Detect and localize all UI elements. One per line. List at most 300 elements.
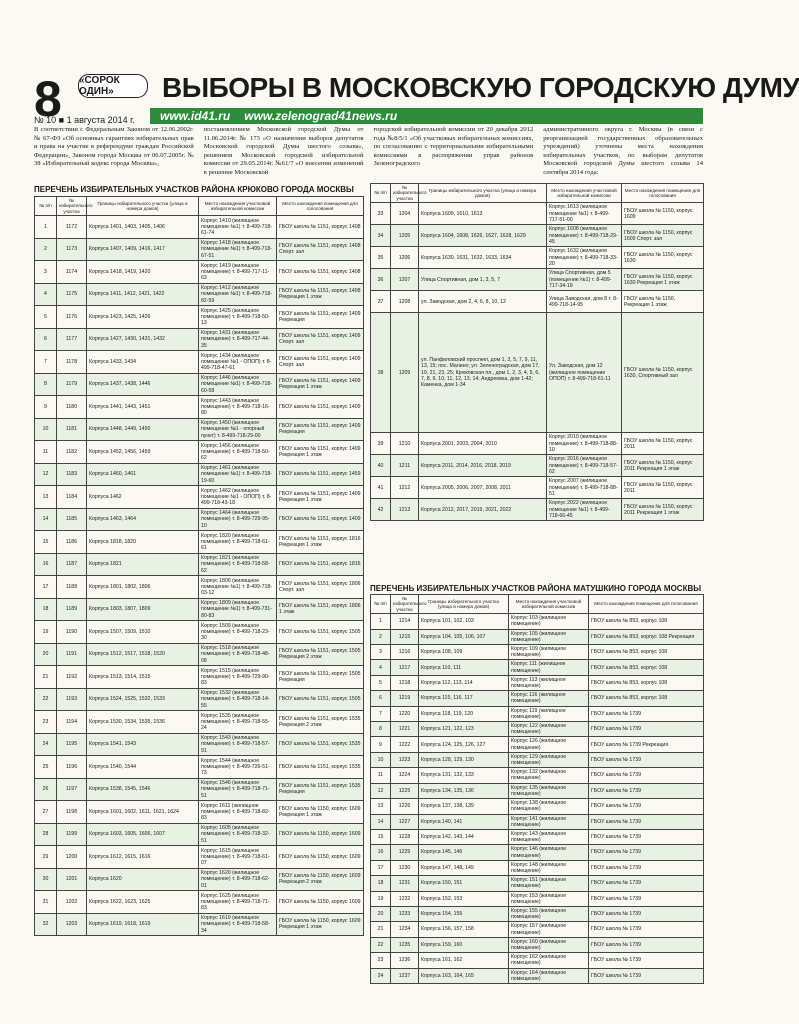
table-cell: Корпус 122 (жилищное помещение)	[509, 722, 589, 737]
table-cell: 23	[371, 953, 391, 968]
table-cell: ГБОУ школа № 1150, корпус 1609	[622, 203, 704, 225]
table-cell: ГБОУ школа № 853, корпус 108	[589, 691, 704, 706]
intro-text	[34, 126, 703, 178]
table-row	[371, 783, 704, 798]
table-cell: ГБОУ школа № 1739 Рекреация	[589, 737, 704, 752]
table-row	[371, 291, 704, 313]
table-row	[35, 576, 364, 599]
site-banner	[150, 108, 703, 124]
table-cell: Корпус 141 (жилищное помещение)	[509, 814, 589, 829]
table-cell: Корпуса 1441, 1443, 1451	[87, 396, 199, 419]
table-cell: ГБОУ школа № 1739	[589, 845, 704, 860]
table-cell: 9	[35, 396, 57, 419]
table-cell: ГБОУ школа № 853, корпус 108	[589, 614, 704, 629]
table-cell: 1211	[391, 455, 419, 477]
table-cell: Корпус 116 (жилищное помещение)	[509, 691, 589, 706]
table-cell: Корпуса 131, 132, 133	[419, 768, 509, 783]
table-cell: 36	[371, 269, 391, 291]
table-cell: Корпуса 121, 122, 123	[419, 722, 509, 737]
table-cell: 1197	[57, 778, 87, 801]
table-cell: Корпуса 1604, 1608, 1626, 1627, 1628, 1629	[419, 225, 547, 247]
table-cell: 17	[35, 576, 57, 599]
table-cell: ГБОУ школа № 853, корпус 108	[589, 675, 704, 690]
intro-col-1: В соответствии с Федеральным Законом от 12.06.2002г. № 67-ФЗ «Об основных гарантиях избирательных прав и права на участие в референдуме граждан Российской Федерации», Законом города Москвы от 06.07.2005г. № 38 «Избирательный кодекс города Москвы»,	[34, 126, 194, 168]
table-row	[35, 328, 364, 351]
table-cell: 1221	[391, 722, 419, 737]
table-cell: Корпуса 118, 119, 120	[419, 706, 509, 721]
table-cell: 1189	[57, 598, 87, 621]
table-cell: 1203	[57, 913, 87, 936]
table-row	[371, 891, 704, 906]
table-row	[35, 373, 364, 396]
table-cell: Корпус 157 (жилищное помещение)	[509, 922, 589, 937]
table-cell: ГБОУ школа № 1150, Рекреация 1 этаж	[622, 291, 704, 313]
table-cell: Корпус 1543 (жилищное помещение) т. 8-499-718-57-91	[199, 733, 277, 756]
table-cell: Корпуса 1401, 1403, 1405, 1406	[87, 216, 199, 239]
newspaper-logo: «СОРОК ОДИН»	[78, 74, 148, 98]
table-cell: ГБОУ школа № 1151, корпус 1535	[277, 733, 364, 756]
table-row	[371, 614, 704, 629]
table-cell: Корпус 105 (жилищное помещение)	[509, 629, 589, 644]
col-header-precinct: № избирательного участка	[391, 184, 419, 203]
table-cell: Корпус 1425 (жилищное помещение) т. 8-499-718-50-13	[199, 306, 277, 329]
table-row	[35, 418, 364, 441]
table-cell: 35	[371, 247, 391, 269]
table-cell: Корпуса 1622, 1623, 1625	[87, 891, 199, 914]
table-cell: 11	[371, 768, 391, 783]
table-cell: ГБОУ школа № 1151, корпус 1505 Рекреация 2 этаж	[277, 643, 364, 666]
kryukovo-table	[34, 196, 364, 936]
table-cell: Корпус 119 (жилищное помещение)	[509, 706, 589, 721]
table-row	[371, 799, 704, 814]
table-cell: Корпуса 1612, 1615, 1616	[87, 846, 199, 869]
table-cell: 1215	[391, 629, 419, 644]
table-cell: Корпус 1418 (жилищное помещение №1) т. 8-499-718-67-51	[199, 238, 277, 261]
table-cell: ГБОУ школа № 1151, корпус 1408 Рекреация 1 этаж	[277, 283, 364, 306]
table-cell: ГБОУ школа № 1739	[589, 922, 704, 937]
table-cell: ГБОУ школа № 1151, корпус 1806 1 этаж	[277, 598, 364, 621]
table-cell: 28	[35, 823, 57, 846]
table-row	[371, 203, 704, 225]
table-cell: ГБОУ школа № 1151, корпус 1505	[277, 688, 364, 711]
table-row	[35, 666, 364, 689]
table-row	[371, 814, 704, 829]
table-cell: 1202	[57, 891, 87, 914]
table-cell: ГБОУ школа № 1151, корпус 1408	[277, 261, 364, 284]
table-cell: 1236	[391, 953, 419, 968]
table-cell: 1213	[391, 499, 419, 521]
table-cell: 1207	[391, 269, 419, 291]
table-cell: Корпуса 1418, 1419, 1420	[87, 261, 199, 284]
table-row	[371, 455, 704, 477]
site-link-1[interactable]: www.id41.ru	[160, 109, 231, 123]
table-cell: Корпуса 110, 111	[419, 660, 509, 675]
table-cell: Корпуса 1463, 1464	[87, 508, 199, 531]
table-cell: Корпус 1434 (жилищное помещение №1 - ОПОП) т. 8-499-718-47-61	[199, 351, 277, 374]
table-cell: ГБОУ школа № 1739	[589, 706, 704, 721]
table-cell: ГБОУ школа № 1151, корпус 1806 Спорт. зал	[277, 576, 364, 599]
table-cell: 1183	[57, 463, 87, 486]
table-cell: 1181	[57, 418, 87, 441]
table-cell: ГБОУ школа № 1151, корпус 1408 Спорт. зал	[277, 238, 364, 261]
col-header-bounds: Границы избирательного участка (улица и номера домов)	[419, 595, 509, 614]
table-row	[35, 283, 364, 306]
table-cell: Корпуса 1818, 1820	[87, 531, 199, 554]
table-row	[35, 216, 364, 239]
table-cell: ГБОУ школа № 1151, корпус 1535	[277, 756, 364, 779]
table-cell: Корпуса 1801, 1802, 1806	[87, 576, 199, 599]
table-row	[371, 706, 704, 721]
table-cell: 27	[35, 801, 57, 824]
col-header-num: № п/п	[35, 197, 57, 216]
table-cell: 1194	[57, 711, 87, 734]
table-cell: ГБОУ школа № 1151, корпус 1505 Рекреация	[277, 666, 364, 689]
table-cell: ГБОУ школа № 1151, корпус 1409 Рекреация 1 этаж	[277, 373, 364, 396]
table-row	[35, 711, 364, 734]
table-cell: Корпус 2016 (жилищное помещение) т. 8-499-718-57-62	[547, 455, 622, 477]
table-cell: 1176	[57, 306, 87, 329]
table-cell: Корпуса 1460, 1461	[87, 463, 199, 486]
table-cell: ГБОУ школа № 1151, корпус 1409 Рекреация 1 этаж	[277, 486, 364, 509]
table-cell: Корпус 151 (жилищное помещение)	[509, 876, 589, 891]
table-cell: 1177	[57, 328, 87, 351]
table-cell: 1175	[57, 283, 87, 306]
table-cell: 20	[35, 643, 57, 666]
table-cell: 1204	[391, 203, 419, 225]
table-row	[35, 733, 364, 756]
table-cell: ГБОУ школа № 1739	[589, 906, 704, 921]
table-cell: 11	[35, 441, 57, 464]
table-cell: Корпуса 140, 141	[419, 814, 509, 829]
table-row	[371, 860, 704, 875]
table-cell: Корпус 1461 (жилищное помещение №1) т. 8-499-718-19-60	[199, 463, 277, 486]
table-cell: ГБОУ школа № 853, корпус 108	[589, 645, 704, 660]
table-row	[35, 553, 364, 576]
table-cell: 23	[35, 711, 57, 734]
table-cell: ГБОУ школа № 1151, корпус 1409 Рекреация 1 этаж	[277, 441, 364, 464]
table-cell: Корпус 1515 (жилищное помещение) т. 8-499-729-90-83	[199, 666, 277, 689]
table-cell: Корпуса 1538, 1545, 1546	[87, 778, 199, 801]
table-cell: 39	[371, 433, 391, 455]
table-cell: ГБОУ школа № 1739	[589, 752, 704, 767]
table-row	[371, 953, 704, 968]
table-cell: Корпус 2007 (жилищное помещение) т. 8-499-718-88-51	[547, 477, 622, 499]
table-cell: 17	[371, 860, 391, 875]
table-cell: ГБОУ школа № 1739	[589, 768, 704, 783]
table-cell: 10	[35, 418, 57, 441]
matushkino-section-title: ПЕРЕЧЕНЬ ИЗБИРАТЕЛЬНЫХ УЧАСТКОВ РАЙОНА МАТУШКИНО ГОРОДА МОСКВЫ	[370, 584, 702, 593]
col-header-voting-place: Место нахождения помещения для голосования	[589, 595, 704, 614]
table-cell: Корпус 1456 (жилищное помещение) т. 8-499-718-50-62	[199, 441, 277, 464]
table-cell: 24	[371, 968, 391, 983]
table-row	[371, 477, 704, 499]
table-cell: Корпус 1412 (жилищное помещение №1) т. 8-499-718-82-59	[199, 283, 277, 306]
table-row	[35, 531, 364, 554]
table-cell: 29	[35, 846, 57, 869]
table-cell: Корпус 153 (жилищное помещение)	[509, 891, 589, 906]
table-cell: 40	[371, 455, 391, 477]
table-cell: Корпус 1625 (жилищное помещение) т. 8-499-718-71-83	[199, 891, 277, 914]
table-cell: ГБОУ школа № 1150, корпус 1609 Рекреация 1 этаж	[277, 801, 364, 824]
table-cell: 1212	[391, 477, 419, 499]
table-cell: ГБОУ школа № 1151, корпус 1816 Рекреация 1 этаж	[277, 531, 364, 554]
table-cell: Корпуса 1411, 1412, 1421, 1422	[87, 283, 199, 306]
table-cell: 1190	[57, 621, 87, 644]
table-cell: Корпуса 1540, 1544	[87, 756, 199, 779]
table-cell: ул. Панфиловский проспект, дом 1, 3, 5, 7, 9, 11, 13, 15; пос. Малино; ул. Зеленоградская, дом 17, 19, 21, 23, 25; Крюковская пл., дом 1, 2, 3, 4, 5, 6, 7, 8, 9, 10, 11, 12, 13, 14; Андреевка, дом 1-42; Каменка, дом 1-34	[419, 313, 547, 433]
table-row	[371, 845, 704, 860]
table-cell: 38	[371, 313, 391, 433]
table-row	[35, 621, 364, 644]
table-cell: Корпус 1518 (жилищное помещение) т. 8-499-718-48-08	[199, 643, 277, 666]
table-cell: Корпуса 104, 105, 106, 107	[419, 629, 509, 644]
table-cell: 26	[35, 778, 57, 801]
table-cell: ГБОУ школа № 1150, корпус 2011	[622, 477, 704, 499]
table-cell: Корпус 103 (жилищное помещение)	[509, 614, 589, 629]
table-cell: 10	[371, 752, 391, 767]
table-cell: Корпуса 159, 160	[419, 937, 509, 952]
table-cell: Корпуса 1530, 1534, 1535, 1536	[87, 711, 199, 734]
table-cell: Корпус 129 (жилищное помещение)	[509, 752, 589, 767]
table-cell: Корпуса 154, 155	[419, 906, 509, 921]
table-cell: 21	[371, 922, 391, 937]
table-row	[371, 660, 704, 675]
table-row	[371, 313, 704, 433]
table-cell: ул. Заводская, дом 2, 4, 6, 8, 10, 12	[419, 291, 547, 313]
table-cell: 1209	[391, 313, 419, 433]
table-cell: 19	[371, 891, 391, 906]
table-cell: Корпуса 2005, 2006, 2007, 2008, 2011	[419, 477, 547, 499]
table-cell: ГБОУ школа № 1150, корпус 1609	[277, 846, 364, 869]
table-cell: Корпуса 163, 164, 165	[419, 968, 509, 983]
table-cell: Корпуса 1507, 1509, 1510	[87, 621, 199, 644]
table-cell: 1210	[391, 433, 419, 455]
table-cell: 30	[35, 868, 57, 891]
table-cell: Корпус 113 (жилищное помещение)	[509, 675, 589, 690]
table-cell: 1186	[57, 531, 87, 554]
intro-col-2: постановлением Московской городской Думы от 11.06.2014г. № 173 «О назначении выборов депутатов Московской городской Думы шестого созыва», решением Московской городской избирательной комиссии от 29.05.2014г. №61/7 «О внесении изменений в решение Московской	[203, 126, 364, 176]
table-cell: ГБОУ школа № 853, корпус 108 Рекреация	[589, 629, 704, 644]
table-cell: Улица Спортивная, дом 1, 3, 5, 7	[419, 269, 547, 291]
table-cell: Корпуса 108, 109	[419, 645, 509, 660]
table-cell: 15	[35, 531, 57, 554]
table-cell: 21	[35, 666, 57, 689]
table-cell: ГБОУ школа № 1150, корпус 1630	[622, 247, 704, 269]
intro-col-3: городской избирательной комиссии от 20 декабря 2012 года №8/5/1 «Об участковых избирательных комиссиях, по согласованию с территориальными избирательными комиссиями в распоряжении управ районов Зеленоградского	[373, 126, 534, 168]
table-cell: 8	[35, 373, 57, 396]
table-row	[35, 823, 364, 846]
table-row	[35, 868, 364, 891]
table-cell: 16	[35, 553, 57, 576]
table-cell: ГБОУ школа № 1151, корпус 1409 Спорт. зал	[277, 328, 364, 351]
table-cell: Корпус 111 (жилищное помещение)	[509, 660, 589, 675]
table-cell: Корпуса 112, 113, 114	[419, 675, 509, 690]
table-cell: ГБОУ школа № 1151, корпус 1409 Рекреация	[277, 418, 364, 441]
table-cell: 31	[35, 891, 57, 914]
table-cell: Корпуса 115, 116, 117	[419, 691, 509, 706]
table-cell: Корпус 1535 (жилищное помещение) т. 8-499-718-55-24	[199, 711, 277, 734]
table-cell: 1174	[57, 261, 87, 284]
table-cell: Корпус 1619 (жилищное помещение) т. 8-499-718-58-34	[199, 913, 277, 936]
table-cell: Корпуса 1630, 1631, 1632, 1633, 1634	[419, 247, 547, 269]
table-cell: 1235	[391, 937, 419, 952]
table-cell: Корпус 1632 (жилищное помещение) т. 8-499-718-33-20	[547, 247, 622, 269]
table-cell: Корпус 146 (жилищное помещение)	[509, 845, 589, 860]
col-header-bounds: Границы избирательного участка (улица и номера домов)	[87, 197, 199, 216]
table-row	[35, 598, 364, 621]
table-row	[371, 829, 704, 844]
table-cell: 33	[371, 203, 391, 225]
table-cell: Корпус 1820 (жилищное помещение) т. 8-499-718-61-61	[199, 531, 277, 554]
table-cell: Корпус 1450 (жилищное помещение №1 - опорный пункт) т. 8-499-718-29-00	[199, 418, 277, 441]
table-cell: Корпуса 1437, 1438, 1446	[87, 373, 199, 396]
table-cell: ГБОУ школа № 1151, корпус 1409 Спорт. зал	[277, 351, 364, 374]
table-row	[371, 225, 704, 247]
table-cell: 18	[35, 598, 57, 621]
table-row	[35, 306, 364, 329]
table-cell: 1224	[391, 768, 419, 783]
table-row	[35, 238, 364, 261]
table-row	[371, 675, 704, 690]
table-cell: 1223	[391, 752, 419, 767]
table-cell: ГБОУ школа № 1151, корпус 1409 Рекреация	[277, 306, 364, 329]
table-cell: Корпус 162 (жилищное помещение)	[509, 953, 589, 968]
table-cell: Корпуса 152, 153	[419, 891, 509, 906]
table-cell: 1230	[391, 860, 419, 875]
table-cell: Корпуса 137, 138, 139	[419, 799, 509, 814]
table-cell: Корпус 1620 (жилищное помещение) т. 8-499-718-62-01	[199, 868, 277, 891]
table-cell: 1	[35, 216, 57, 239]
table-cell: ГБОУ школа № 1151, корпус 1535 Рекреация	[277, 778, 364, 801]
table-cell: Корпус 155 (жилищное помещение)	[509, 906, 589, 921]
table-cell: Корпус 1809 (жилищное помещение №1) т. 8-499-731-80-83	[199, 598, 277, 621]
table-cell: ГБОУ школа № 1150, корпус 1630 Рекреация 1 этаж	[622, 269, 704, 291]
table-cell: ГБОУ школа № 1151, корпус 1505	[277, 621, 364, 644]
table-cell: ГБОУ школа № 1151, корпус 1459	[277, 463, 364, 486]
table-cell: Корпуса 150, 151	[419, 876, 509, 891]
table-row	[35, 688, 364, 711]
table-cell: ГБОУ школа № 1739	[589, 829, 704, 844]
table-cell: Корпуса 1427, 1430, 1431, 1432	[87, 328, 199, 351]
table-cell: Улица Заводская, дом 8 т. 8-499-718-14-95	[547, 291, 622, 313]
table-cell: Корпуса 2001, 2003, 2004, 2010	[419, 433, 547, 455]
table-row	[35, 261, 364, 284]
table-cell: 1229	[391, 845, 419, 860]
col-header-num: № п/п	[371, 184, 391, 203]
table-cell: 1231	[391, 876, 419, 891]
table-cell: Корпуса 1462	[87, 486, 199, 509]
page-title: ВЫБОРЫ В МОСКОВСКУЮ ГОРОДСКУЮ ДУМУ	[162, 72, 799, 103]
table-cell: 3	[35, 261, 57, 284]
table-cell: 34	[371, 225, 391, 247]
table-cell: Корпуса 1619, 1618, 1619	[87, 913, 199, 936]
table-cell: Корпуса 101, 102, 103	[419, 614, 509, 629]
table-cell: 7	[371, 706, 391, 721]
table-cell: ГБОУ школа № 1150, корпус 1609	[277, 823, 364, 846]
table-cell: ГБОУ школа № 1150, корпус 2011 Рекреация 1 этаж	[622, 455, 704, 477]
col-header-commission: Место нахождения участковой избирательной комиссии	[547, 184, 622, 203]
table-cell: Корпуса 1524, 1525, 1532, 1533	[87, 688, 199, 711]
table-cell: 1225	[391, 783, 419, 798]
kryukovo-section-title: ПЕРЕЧЕНЬ ИЗБИРАТЕЛЬНЫХ УЧАСТКОВ РАЙОНА КРЮКОВО ГОРОДА МОСКВЫ	[34, 185, 354, 194]
table-cell: Ул. Заводская, дом 12 (жилищное помещение ОПОП) т. 8-499-718-61-11	[547, 313, 622, 433]
table-row	[371, 269, 704, 291]
table-cell: 1200	[57, 846, 87, 869]
table-cell: ГБОУ школа № 1150, корпус 2011 Рекреация 1 этаж	[622, 499, 704, 521]
table-cell: Корпуса 1601, 1602, 1611, 1621, 1624	[87, 801, 199, 824]
table-cell: Корпус 1546 (жилищное помещение) т. 8-499-718-71-51	[199, 778, 277, 801]
table-cell: 1172	[57, 216, 87, 239]
table-cell: Корпуса 147, 148, 149	[419, 860, 509, 875]
table-cell: ГБОУ школа № 853, корпус 108	[589, 660, 704, 675]
table-cell: 13	[35, 486, 57, 509]
table-cell: 15	[371, 829, 391, 844]
table-cell: 1198	[57, 801, 87, 824]
table-cell: Корпуса 1609, 1610, 1613	[419, 203, 547, 225]
table-cell: ГБОУ школа № 1739	[589, 722, 704, 737]
table-cell: ГБОУ школа № 1151, корпус 1535 Рекреация 2 этаж	[277, 711, 364, 734]
table-cell: 41	[371, 477, 391, 499]
table-cell: 1219	[391, 691, 419, 706]
table-row	[35, 913, 364, 936]
table-cell: 1178	[57, 351, 87, 374]
table-cell: ГБОУ школа № 1151, корпус 1409	[277, 508, 364, 531]
table-cell: 13	[371, 799, 391, 814]
table-cell: Корпуса 1513, 1514, 1515	[87, 666, 199, 689]
table-cell: 25	[35, 756, 57, 779]
table-cell: 1218	[391, 675, 419, 690]
table-cell: ГБОУ школа № 1739	[589, 860, 704, 875]
table-cell: 2	[371, 629, 391, 644]
table-cell: 42	[371, 499, 391, 521]
table-cell: Корпус 1544 (жилищное помещение) т. 8-499-726-51-73	[199, 756, 277, 779]
table-cell: ГБОУ школа № 1739	[589, 783, 704, 798]
table-cell: Корпус 1806 (жилищное помещение №1) т. 8-499-718-03-12	[199, 576, 277, 599]
table-row	[371, 737, 704, 752]
table-row	[371, 645, 704, 660]
table-cell: 1237	[391, 968, 419, 983]
table-row	[35, 463, 364, 486]
table-cell: 6	[371, 691, 391, 706]
table-row	[371, 937, 704, 952]
table-cell: 1205	[391, 225, 419, 247]
table-cell: Корпус 135 (жилищное помещение)	[509, 783, 589, 798]
table-cell: Корпус 2022 (жилищное помещение №1) т. 8-499-718-66-45	[547, 499, 622, 521]
issue-info: № 10 ■ 1 августа 2014 г.	[34, 115, 135, 125]
table-cell: Корпус 1431 (жилищное помещение) т. 8-499-717-44-35	[199, 328, 277, 351]
table-cell: Корпуса 1512, 1517, 1518, 1520	[87, 643, 199, 666]
table-cell: 1206	[391, 247, 419, 269]
table-cell: Корпус 1443 (жилищное помещение) т. 8-499-718-16-80	[199, 396, 277, 419]
col-header-bounds: Границы избирательного участка (улица и номера домов)	[419, 184, 547, 203]
table-cell: ГБОУ школа № 1150, корпус 1630, Спортивный зал	[622, 313, 704, 433]
table-cell: Корпус 109 (жилищное помещение)	[509, 645, 589, 660]
table-cell: 18	[371, 876, 391, 891]
col-header-precinct: № избирательного участка	[57, 197, 87, 216]
table-cell: 1216	[391, 645, 419, 660]
site-link-2[interactable]: www.zelenograd41news.ru	[244, 109, 398, 123]
table-cell: Корпуса 1448, 1449, 1450	[87, 418, 199, 441]
table-cell: 16	[371, 845, 391, 860]
page-number: 8	[34, 71, 62, 127]
table-cell: 1	[371, 614, 391, 629]
table-row	[371, 691, 704, 706]
table-row	[371, 433, 704, 455]
table-cell: Улица Спортивная, дом 5 (помещение №1) т. 8-499-717-34-19	[547, 269, 622, 291]
table-cell: Корпуса 161, 162	[419, 953, 509, 968]
table-cell: Корпус 160 (жилищное помещение)	[509, 937, 589, 952]
table-cell: Корпус 148 (жилищное помещение)	[509, 860, 589, 875]
